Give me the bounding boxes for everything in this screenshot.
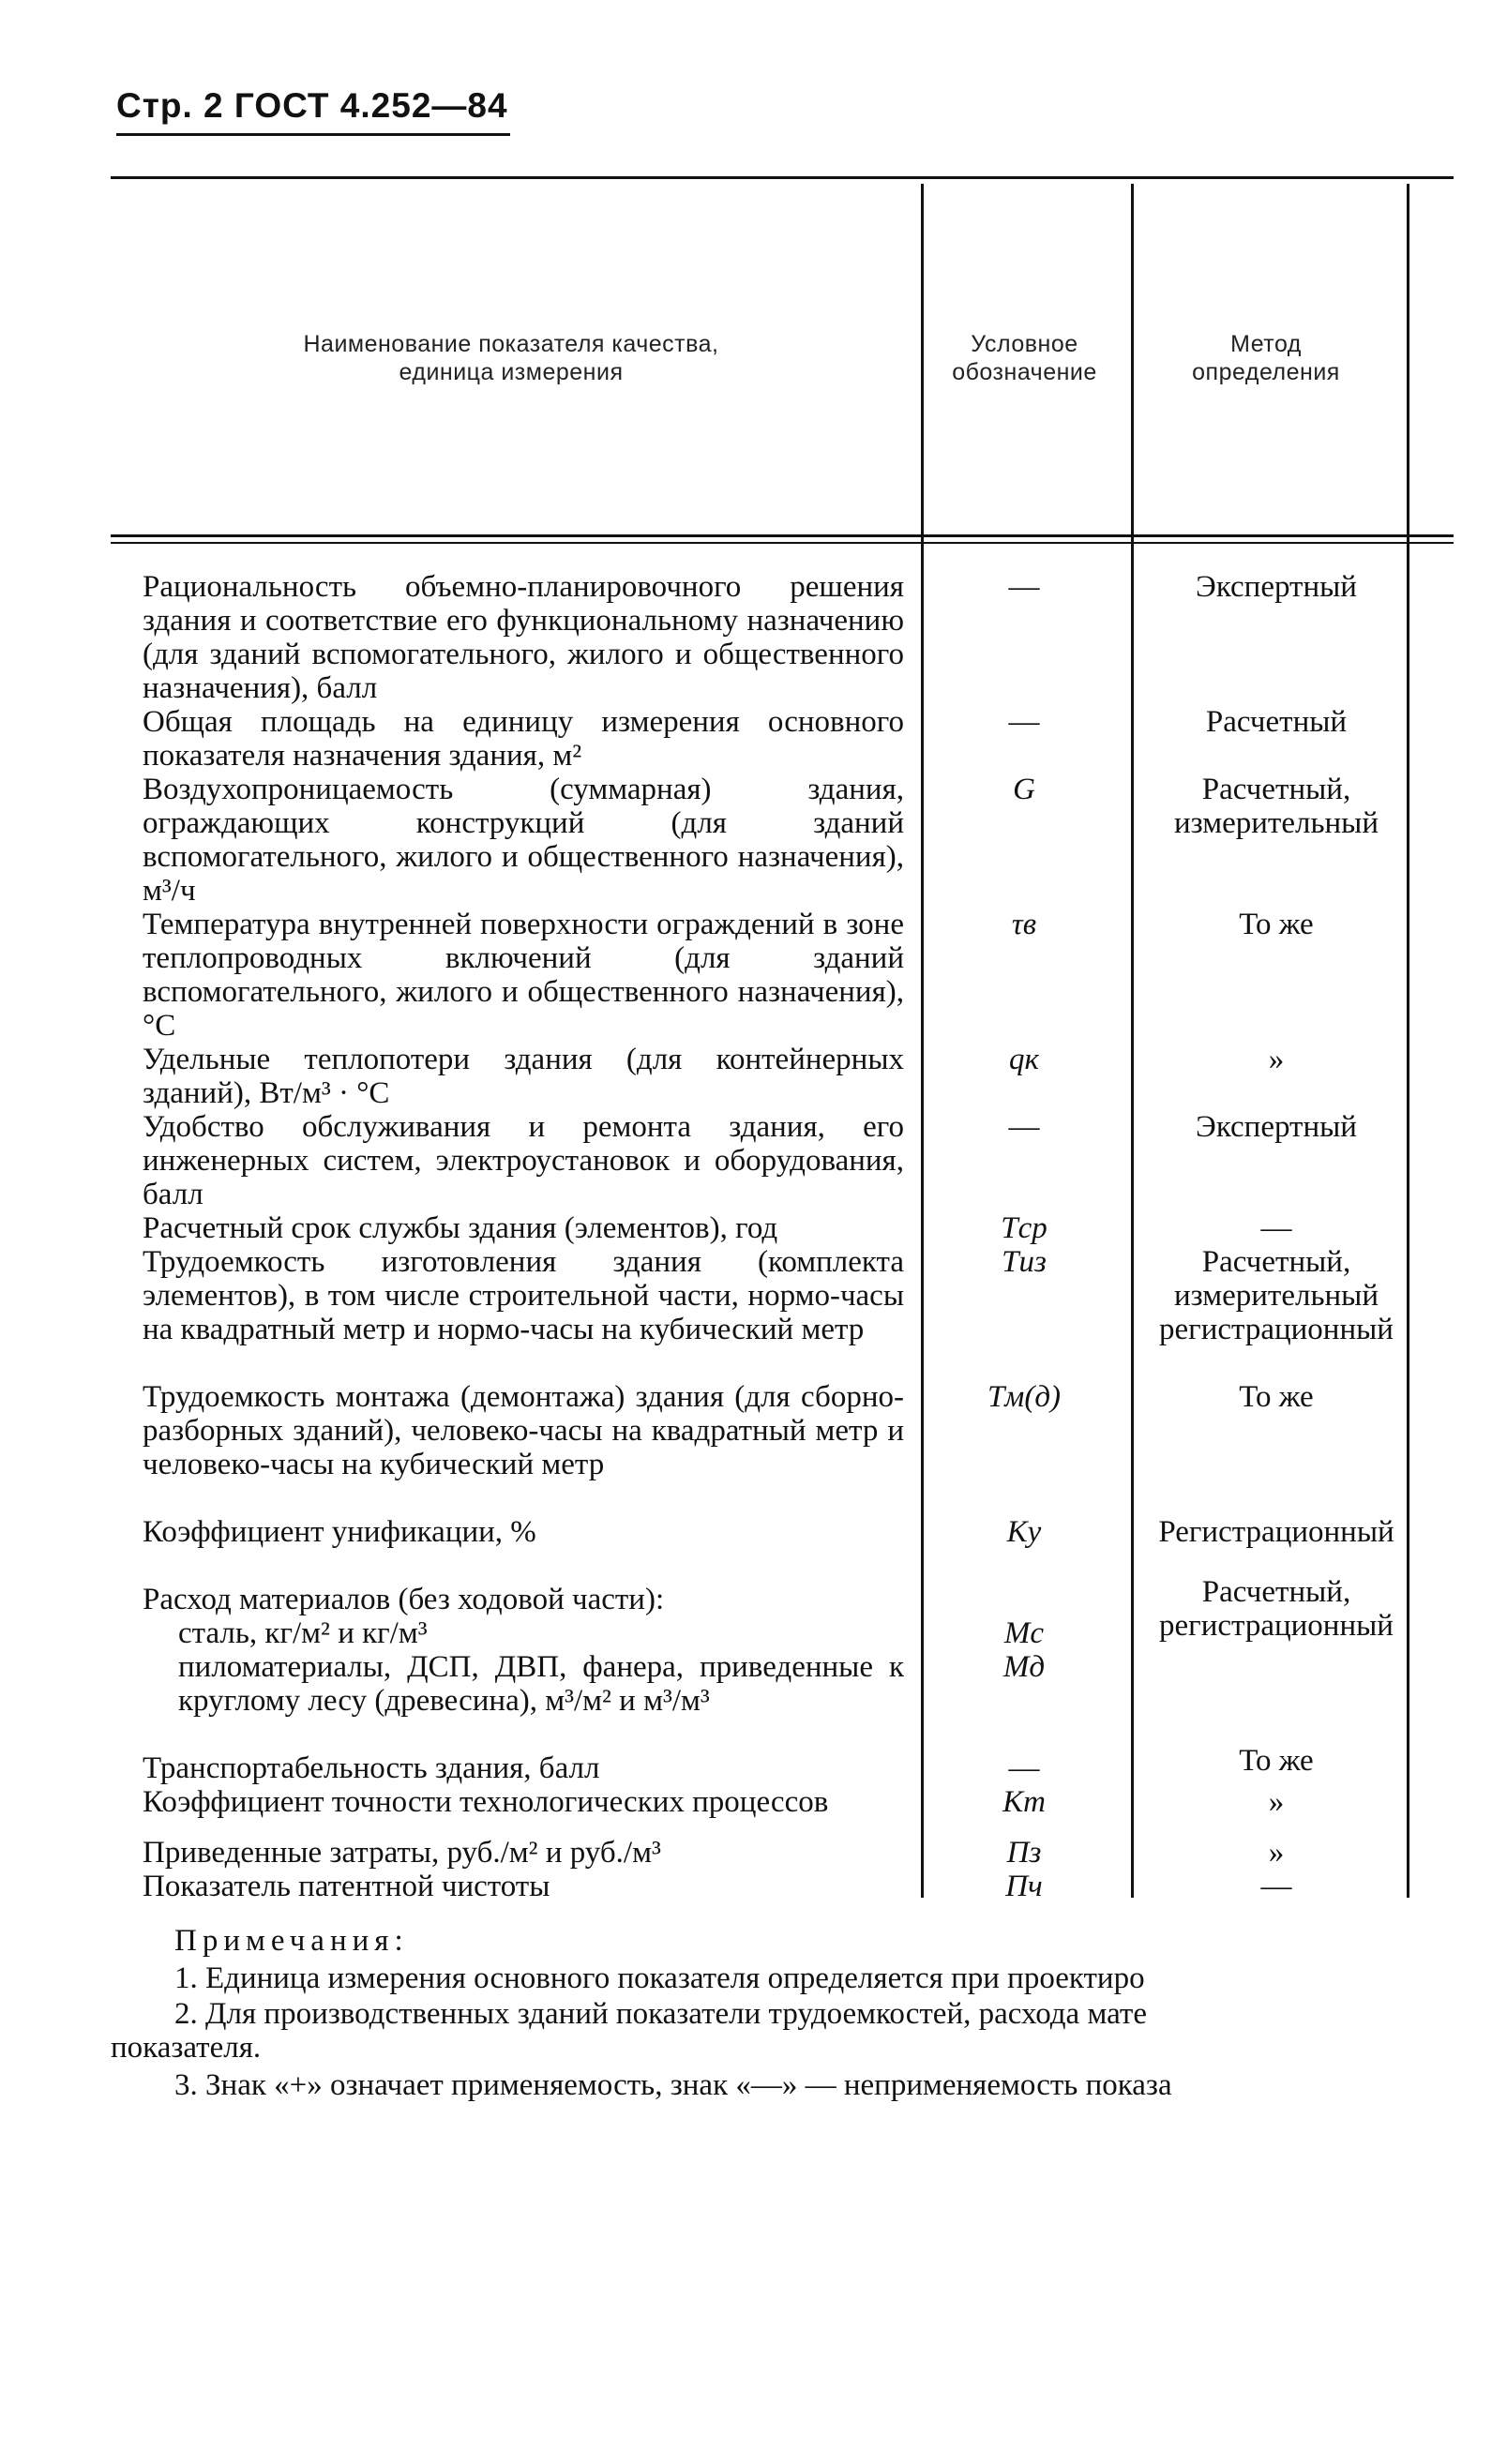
table-row-method: То же <box>1239 1744 1314 1778</box>
table-row-method: Расчетный, измерительный <box>1174 773 1379 840</box>
table-row-method: » <box>1268 1785 1285 1819</box>
header-name: Наименование показателя качества, единица измерения <box>303 331 719 385</box>
table-row-method: Расчетный <box>1205 705 1348 739</box>
table-row-name: Расход материалов (без ходовой части): <box>143 1583 665 1616</box>
table-row-name: Приведенные затраты, руб./м² и руб./м³ <box>143 1836 661 1870</box>
note-item: 2. Для производственных зданий показатели трудоемкостей, расхода мате <box>174 1997 1147 2031</box>
table-row-name: Воздухопроницаемость (суммарная) здания, ограждающих конструкций (для зданий вспомогательного, жилого и общественного назначения), м³/ч <box>143 773 904 908</box>
table-row-symbol: G <box>1013 773 1035 806</box>
table-top-rule <box>111 176 1454 179</box>
table-row-method: Регистрационный <box>1158 1515 1394 1549</box>
table-row-method: — <box>1260 1870 1292 1903</box>
note-item: 3. Знак «+» означает применяемость, знак «—» — неприменяемость показа <box>174 2068 1172 2102</box>
table-row-symbol: qк <box>1009 1043 1039 1076</box>
note-item: показателя. <box>111 2031 262 2065</box>
table-row-name: сталь, кг/м² и кг/м³ <box>178 1616 428 1650</box>
table-row-symbol: Tиз <box>1002 1245 1047 1279</box>
table-row-method: » <box>1268 1043 1285 1076</box>
table-row-name: Транспортабельность здания, балл <box>143 1751 600 1785</box>
table-row-symbol: Mд <box>1002 1650 1046 1684</box>
table-header-rule-2 <box>111 542 1454 544</box>
table-row-name: Общая площадь на единицу измерения основного показателя назначения здания, м² <box>143 705 904 773</box>
table-row-name: Трудоемкость монтажа (демонтажа) здания (для сборно-разборных зданий), человеко-часы на квадратный метр и человеко-часы на кубический метр <box>143 1380 904 1481</box>
header-rule <box>116 133 510 136</box>
table-row-method: » <box>1268 1836 1285 1870</box>
table-row-symbol: Mс <box>1003 1616 1045 1650</box>
table-row-name: Коэффициент точности технологических процессов <box>143 1785 829 1819</box>
notes-title: Примечания: <box>174 1924 409 1958</box>
table-row-method: Экспертный <box>1196 1110 1357 1144</box>
table-row-symbol: — <box>1008 570 1040 604</box>
table-row-name: Удельные теплопотери здания (для контейнерных зданий), Вт/м³ · °C <box>143 1043 904 1110</box>
table-row-symbol: — <box>1008 705 1040 739</box>
column-divider <box>921 184 924 1898</box>
table-row-symbol: Kу <box>1006 1515 1042 1549</box>
table-row-symbol: Tм(д) <box>987 1380 1062 1414</box>
table-row-name: Температура внутренней поверхности ограждений в зоне теплопроводных включений (для зданий вспомогательного, жилого и общественного назначения), °C <box>143 908 904 1043</box>
table-row-name: Удобство обслуживания и ремонта здания, его инженерных систем, электроустановок и оборудования, балл <box>143 1110 904 1211</box>
table-row-name: Расчетный срок службы здания (элементов), год <box>143 1211 778 1245</box>
header-method: Метод определения <box>1192 331 1340 385</box>
note-item: 1. Единица измерения основного показателя определяется при проектиро <box>174 1961 1145 1995</box>
table-row-symbol: Пч <box>1005 1870 1043 1903</box>
table-row-name: Рациональность объемно-планировочного решения здания и соответствие его функциональному назначению (для зданий вспомогательного, жилого и общественного назначения), балл <box>143 570 904 705</box>
table-row-name: пиломатериалы, ДСП, ДВП, фанера, приведенные к круглому лесу (древесина), м³/м² и м³/м³ <box>178 1650 904 1718</box>
table-row-symbol: — <box>1008 1110 1040 1144</box>
table-row-name: Показатель патентной чистоты <box>143 1870 550 1903</box>
table-row-name: Трудоемкость изготовления здания (комплекта элементов), в том числе строительной части, нормо-часы на квадратный метр и нормо-часы на кубический метр <box>143 1245 904 1346</box>
table-row-method: Расчетный, регистрационный <box>1159 1575 1394 1643</box>
table-row-symbol: Пз <box>1006 1836 1042 1870</box>
table-row-method: То же <box>1239 1380 1314 1414</box>
header-symbol: Условное обозначение <box>952 331 1097 385</box>
table-row-method: Расчетный, измерительный регистрационный <box>1159 1245 1394 1346</box>
table-row-method: — <box>1260 1211 1292 1245</box>
table-row-method: То же <box>1239 908 1314 941</box>
table-header-rule <box>111 534 1454 537</box>
table-row-symbol: Kт <box>1002 1785 1046 1819</box>
table-row-method: Экспертный <box>1196 570 1357 604</box>
table-row-name: Коэффициент унификации, % <box>143 1515 536 1549</box>
page-header: Стр. 2 ГОСТ 4.252—84 <box>116 86 508 125</box>
table-row-symbol: Tср <box>1001 1211 1047 1245</box>
table-row-symbol: — <box>1008 1751 1040 1785</box>
column-divider <box>1131 184 1134 1898</box>
table-row-symbol: τв <box>1011 908 1037 941</box>
